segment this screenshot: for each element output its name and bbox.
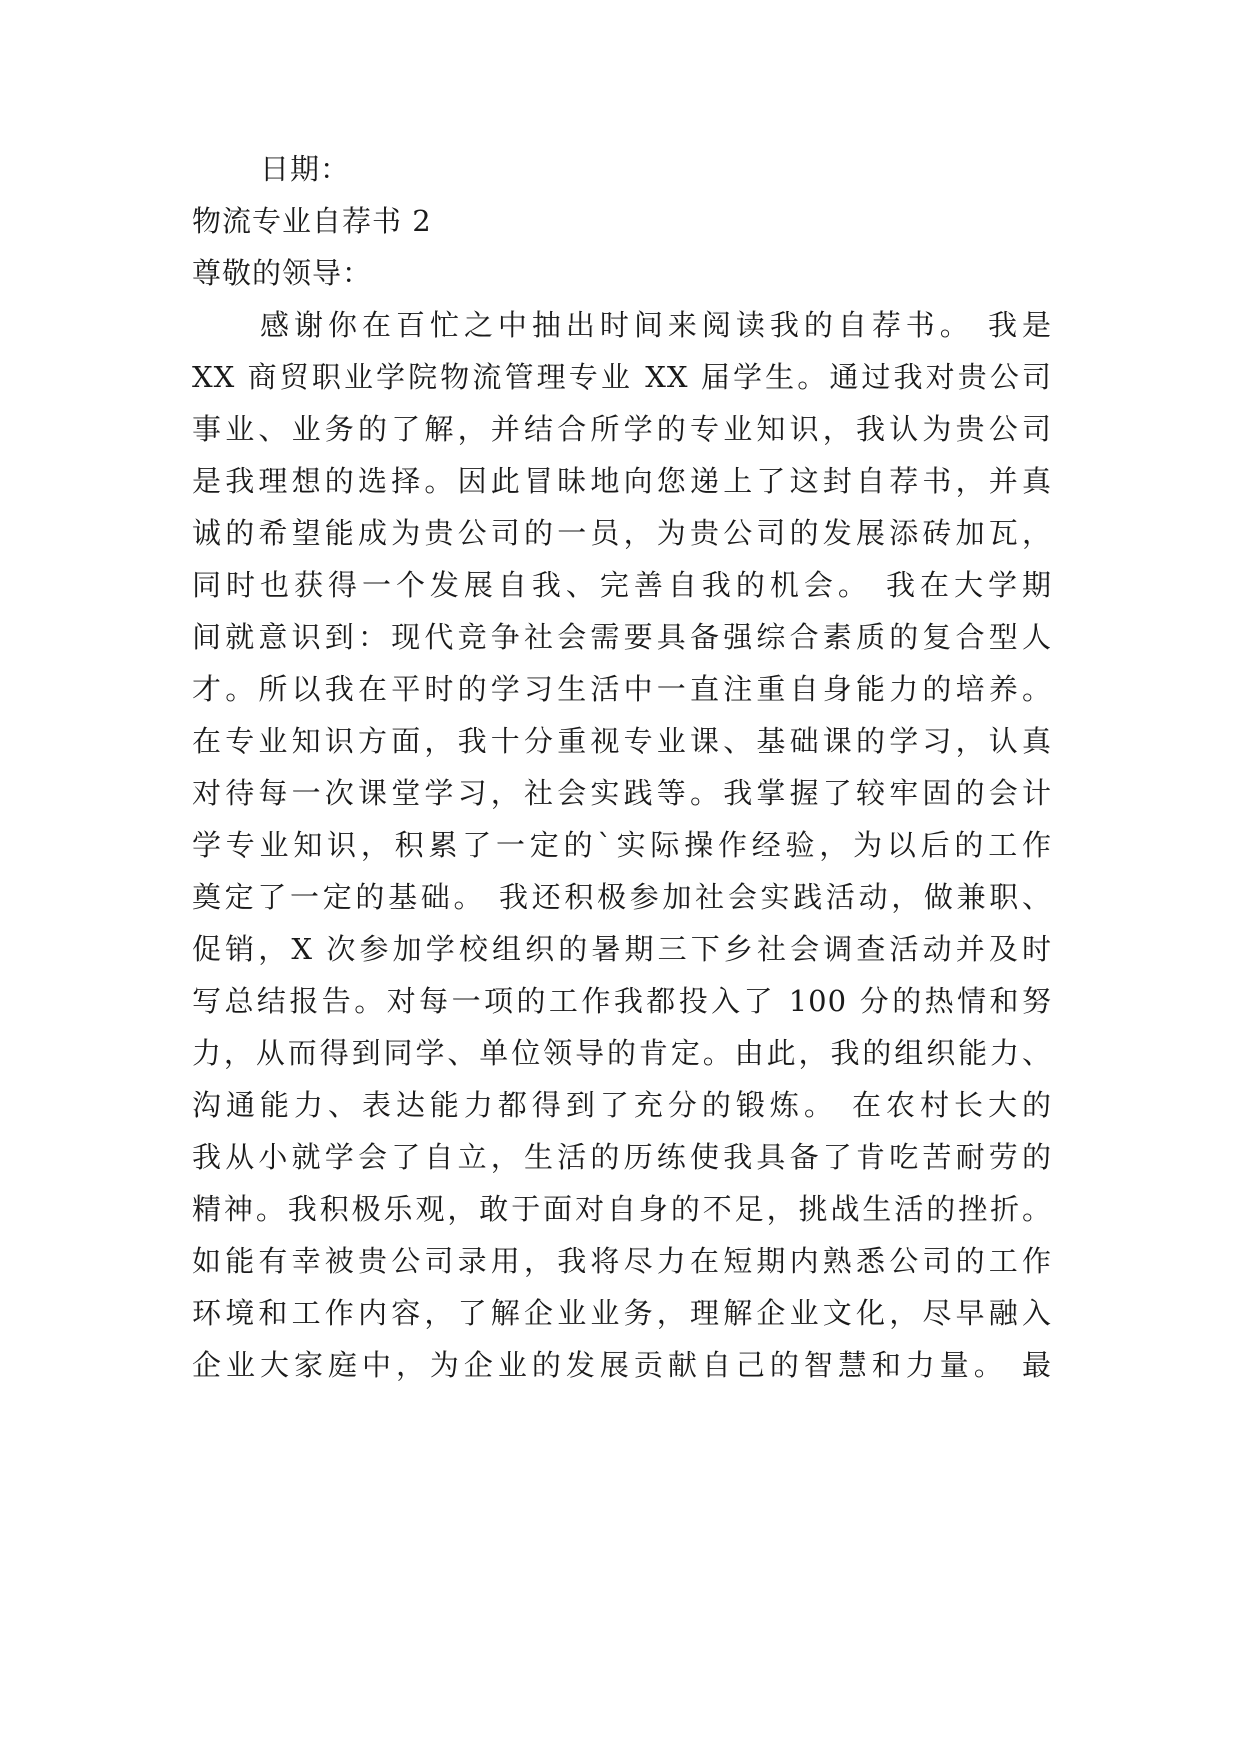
salutation: 尊敬的领导：	[192, 256, 373, 290]
body-line: 环境和工作内容，了解企业业务，理解企业文化，尽早融入	[192, 1296, 1052, 1330]
body-line: 诚的希望能成为贵公司的一员，为贵公司的发展添砖加瓦，	[192, 516, 1052, 550]
body-line: 力，从而得到同学、单位领导的肯定。由此，我的组织能力、	[192, 1036, 1052, 1070]
body-line: 对待每一次课堂学习，社会实践等。我掌握了较牢固的会计	[192, 776, 1052, 810]
body-line: XX 商贸职业学院物流管理专业 XX 届学生。通过我对贵公司	[192, 360, 1052, 394]
body-line: 写总结报告。对每一项的工作我都投入了 100 分的热情和努	[192, 984, 1052, 1018]
body-line: 在专业知识方面，我十分重视专业课、基础课的学习，认真	[192, 724, 1052, 758]
date-label: 日期：	[260, 152, 351, 186]
body-line: 学专业知识，积累了一定的`实际操作经验，为以后的工作	[192, 828, 1052, 862]
body-line: 促销，X 次参加学校组织的暑期三下乡社会调查活动并及时	[192, 932, 1052, 966]
body-line: 是我理想的选择。因此冒昧地向您递上了这封自荐书，并真	[192, 464, 1052, 498]
body-line: 奠定了一定的基础。 我还积极参加社会实践活动，做兼职、	[192, 880, 1052, 914]
body-line: 沟通能力、表达能力都得到了充分的锻炼。 在农村长大的	[192, 1088, 1052, 1122]
body-line: 事业、业务的了解，并结合所学的专业知识，我认为贵公司	[192, 412, 1052, 446]
document-title: 物流专业自荐书 2	[192, 204, 432, 238]
body-line: 同时也获得一个发展自我、完善自我的机会。 我在大学期	[192, 568, 1052, 602]
body-line: 我从小就学会了自立，生活的历练使我具备了肯吃苦耐劳的	[192, 1140, 1052, 1174]
body-line: 间就意识到：现代竞争社会需要具备强综合素质的复合型人	[192, 620, 1052, 654]
body-line: 如能有幸被贵公司录用，我将尽力在短期内熟悉公司的工作	[192, 1244, 1052, 1278]
body-line: 才。所以我在平时的学习生活中一直注重自身能力的培养。	[192, 672, 1052, 706]
body-line: 企业大家庭中，为企业的发展贡献自己的智慧和力量。 最	[192, 1348, 1052, 1382]
body-line: 感谢你在百忙之中抽出时间来阅读我的自荐书。 我是	[260, 308, 1052, 342]
body-line: 精神。我积极乐观，敢于面对自身的不足，挑战生活的挫折。	[192, 1192, 1052, 1226]
